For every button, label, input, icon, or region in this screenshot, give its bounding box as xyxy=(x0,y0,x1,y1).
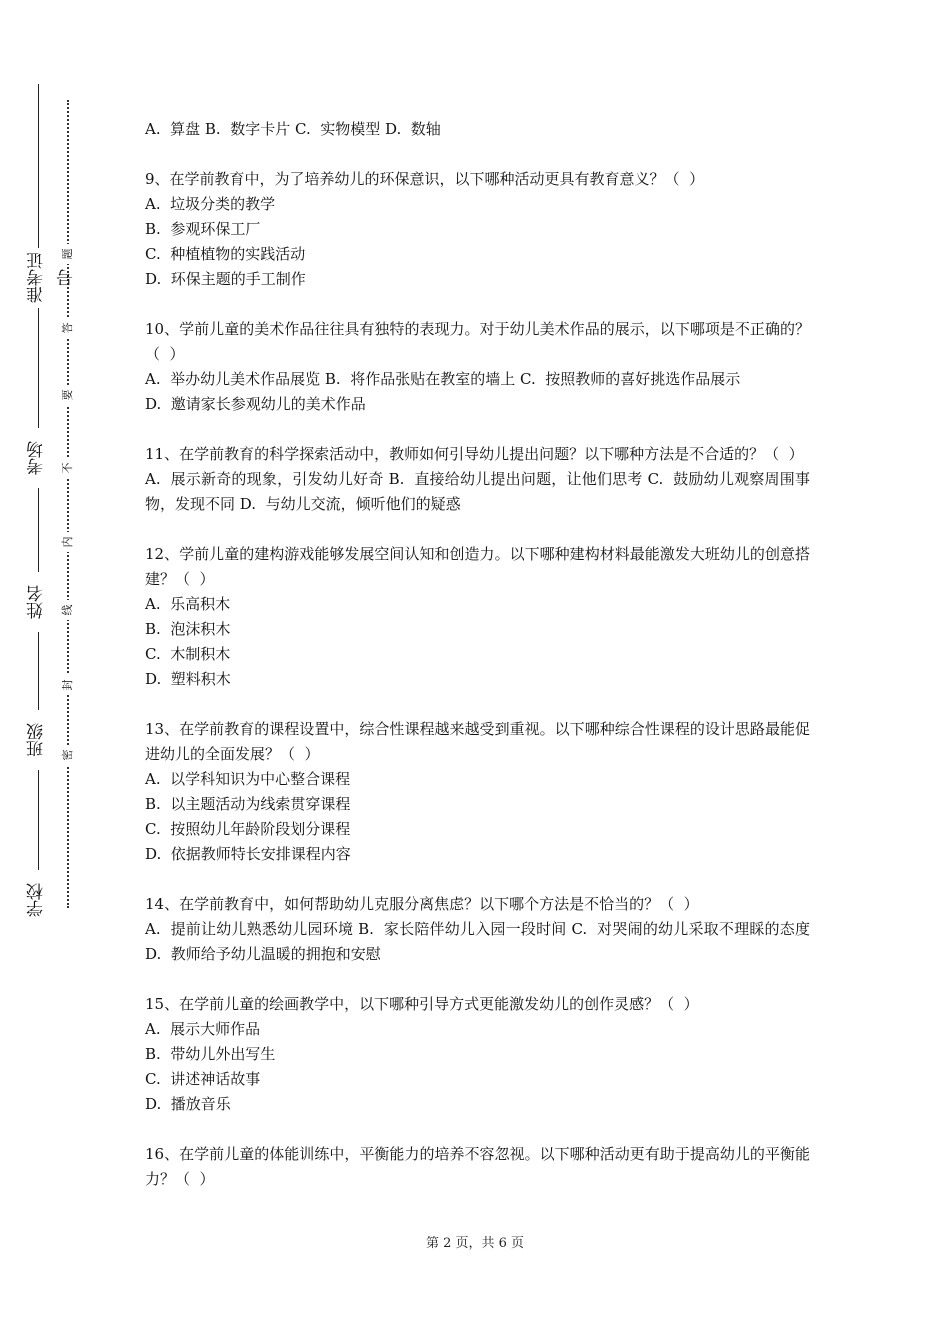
question-13 xyxy=(145,717,810,867)
option-line: A. 展示大师作品 xyxy=(145,1020,261,1038)
seal-char: 答 xyxy=(58,318,78,338)
field-class: 班级 xyxy=(22,710,52,770)
option-line: A. 展示新奇的现象，引发幼儿好奇 B. 直接给幼儿提出问题，让他们思考 C. 鼓励幼儿观察周围事物，发现不同 D. 与幼儿交流，倾听他们的疑惑 xyxy=(145,470,810,513)
question-15 xyxy=(145,992,810,1117)
option-line: A. 算盘 B. 数字卡片 C. 实物模型 D. 数轴 xyxy=(145,120,441,138)
option-line: A. 提前让幼儿熟悉幼儿园环境 B. 家长陪伴幼儿入园一段时间 C. 对哭闹的幼儿采取不理睬的态度 D. 教师给予幼儿温暖的拥抱和安慰 xyxy=(145,920,815,963)
exam-content xyxy=(145,117,815,1217)
question-11 xyxy=(145,442,810,517)
question-10 xyxy=(145,317,810,417)
question-14 xyxy=(145,892,815,967)
binding-margin xyxy=(0,0,90,1344)
question-16 xyxy=(145,1142,810,1192)
question-text: 11、在学前教育的科学探索活动中，教师如何引导幼儿提出问题？以下哪种方法是不合适的？（ ） xyxy=(145,445,804,463)
question-text: 15、在学前儿童的绘画教学中，以下哪种引导方式更能激发幼儿的创作灵感？（ ） xyxy=(145,995,699,1013)
question-text: 14、在学前教育中，如何帮助幼儿克服分离焦虑？以下哪个方法是不恰当的？（ ） xyxy=(145,895,699,913)
question-text: 9、在学前教育中，为了培养幼儿的环保意识，以下哪种活动更具有教育意义？（ ） xyxy=(145,170,705,188)
question-12 xyxy=(145,542,810,692)
option-line: B. 带幼儿外出写生 xyxy=(145,1045,276,1063)
seal-char: 封 xyxy=(58,675,78,695)
seal-char: 密 xyxy=(58,745,78,765)
field-name: 姓名 xyxy=(22,572,52,632)
option-line: C. 按照幼儿年龄阶段划分课程 xyxy=(145,820,351,838)
page-number: 第 2 页，共 6 页 xyxy=(425,1236,525,1251)
option-line: D. 环保主题的手工制作 xyxy=(145,270,306,288)
seal-char: 线 xyxy=(58,600,78,620)
seal-char: 题 xyxy=(58,244,78,264)
option-line: B. 以主题活动为线索贯穿课程 xyxy=(145,795,351,813)
seal-dotted-line xyxy=(67,100,69,908)
option-line: D. 依据教师特长安排课程内容 xyxy=(145,845,351,863)
option-line: C. 种植植物的实践活动 xyxy=(145,245,306,263)
option-line: D. 播放音乐 xyxy=(145,1095,231,1113)
option-line: A. 以学科知识为中心整合课程 xyxy=(145,770,351,788)
seal-char: 内 xyxy=(58,532,78,552)
option-line: C. 木制积木 xyxy=(145,645,231,663)
option-line: A. 垃圾分类的教学 xyxy=(145,195,276,213)
option-line: D. 邀请家长参观幼儿的美术作品 xyxy=(145,395,366,413)
question-text: 16、在学前儿童的体能训练中，平衡能力的培养不容忽视。以下哪种活动更有助于提高幼儿的平衡能力？（ ） xyxy=(145,1145,810,1188)
question-text: 13、在学前教育的课程设置中，综合性课程越来越受到重视。以下哪种综合性课程的设计思路最能促进幼儿的全面发展？（ ） xyxy=(145,720,810,763)
field-exam-room: 考场 xyxy=(22,428,52,488)
field-exam-id: 准考证号 xyxy=(22,248,52,308)
seal-char: 不 xyxy=(58,458,78,478)
question-text: 12、学前儿童的建构游戏能够发展空间认知和创造力。以下哪种建构材料最能激发大班幼儿的创意搭建？（ ） xyxy=(145,545,810,588)
carryover-options xyxy=(145,117,810,142)
question-text: 10、学前儿童的美术作品往往具有独特的表现力。对于幼儿美术作品的展示，以下哪项是不正确的？（ ） xyxy=(145,320,810,363)
option-line: A. 举办幼儿美术作品展览 B. 将作品张贴在教室的墙上 C. 按照教师的喜好挑选作品展示 xyxy=(145,370,741,388)
seal-char: 要 xyxy=(58,385,78,405)
option-line: C. 讲述神话故事 xyxy=(145,1070,261,1088)
option-line: A. 乐高积木 xyxy=(145,595,231,613)
question-9 xyxy=(145,167,810,292)
field-school: 学校 xyxy=(22,870,52,930)
option-line: B. 泡沫积木 xyxy=(145,620,231,638)
fill-in-line xyxy=(38,84,39,926)
option-line: B. 参观环保工厂 xyxy=(145,220,261,238)
option-line: D. 塑料积木 xyxy=(145,670,231,688)
